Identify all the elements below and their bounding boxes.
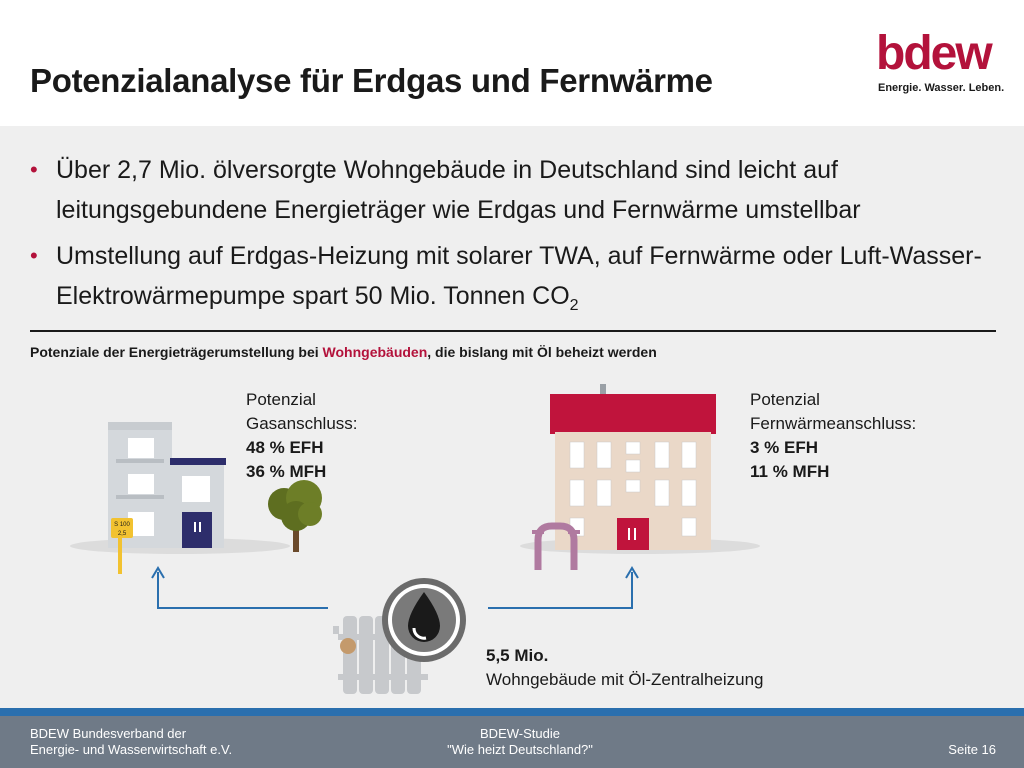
- logo-wordmark: bdew: [876, 27, 991, 80]
- district-mfh-value: 11 % MFH: [750, 462, 830, 481]
- oil-drop-icon: [382, 578, 466, 662]
- bullet-icon: •: [30, 243, 38, 268]
- gas-potential-label: [246, 388, 358, 484]
- footer-study-line1: BDEW-Studie: [480, 726, 560, 741]
- oil-description: Wohngebäude mit Öl-Zentralheizung: [486, 670, 764, 689]
- slide-content: [0, 126, 1024, 716]
- gas-potential-subtitle: Gasanschluss:: [246, 414, 358, 433]
- subtitle-text: Potenziale der Energieträgerumstellung bei: [30, 344, 323, 360]
- bullet-text: Über 2,7 Mio. ölversorgte Wohngebäude in Deutschland sind leicht auf leitungsgebundene Energieträger wie Erdgas und Fernwärme umstellbar: [56, 156, 861, 224]
- bullet-icon: •: [30, 157, 38, 182]
- oil-count-value: 5,5 Mio.: [486, 646, 549, 665]
- slide-title: Potenzialanalyse für Erdgas und Fernwärme: [30, 62, 713, 99]
- footer-org-line2: Energie- und Wasserwirtschaft e.V.: [30, 742, 233, 757]
- subtitle-text-end: , die bislang mit Öl beheizt werden: [427, 344, 657, 360]
- logo-tagline: Energie. Wasser. Leben.: [878, 82, 1005, 94]
- footer-accent-line: [0, 708, 1024, 716]
- district-potential-title: Potenzial: [750, 390, 820, 409]
- gas-potential-title: Potenzial: [246, 390, 316, 409]
- district-potential-subtitle: Fernwärmeanschluss:: [750, 414, 917, 433]
- footer-study: [440, 726, 600, 758]
- footer-org-line1: BDEW Bundesverband der: [30, 726, 187, 741]
- gas-sign-label: S 100: [114, 522, 130, 528]
- gas-mfh-value: 36 % MFH: [246, 462, 327, 481]
- gas-efh-value: 48 % EFH: [246, 438, 324, 457]
- district-efh-value: 3 % EFH: [750, 438, 819, 457]
- apartment-building-icon: [550, 384, 716, 550]
- footer-organization: [30, 726, 232, 758]
- bdew-logo: [876, 27, 1005, 104]
- co2-subscript: 2: [569, 297, 579, 314]
- tree-icon: [268, 480, 322, 552]
- slide-header: [0, 0, 1024, 126]
- district-potential-label: [750, 388, 916, 484]
- arrow-to-gas-icon: [152, 568, 328, 608]
- slide-footer: [0, 716, 1024, 768]
- bullet-text: Umstellung auf Erdgas-Heizung mit solarer TWA, auf Fernwärme oder Luft-Wasser-Elektrowärmepumpe spart 50 Mio. Tonnen CO: [56, 242, 982, 310]
- footer-study-line2: "Wie heizt Deutschland?": [447, 742, 593, 757]
- oil-heating-label: [486, 644, 764, 692]
- gas-sign-value: 2,5: [117, 531, 127, 537]
- arrow-to-district-icon: [488, 568, 638, 608]
- page-number: Seite 16: [948, 742, 996, 757]
- subtitle-highlight: Wohngebäuden: [322, 344, 428, 360]
